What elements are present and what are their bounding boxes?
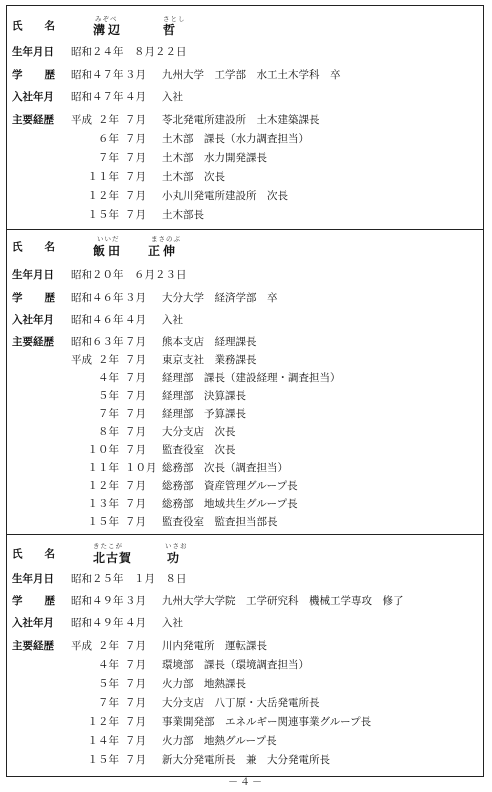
career-month: ７月: [125, 171, 146, 183]
label-joined: 入社年月: [12, 91, 54, 103]
career-month: ７月: [125, 354, 146, 366]
person-block-1: [7, 6, 483, 230]
birth-date: 昭和２４年 ８月２２日: [71, 46, 187, 58]
career-year: １５年: [87, 209, 119, 221]
career-text: 経理部 決算課長: [162, 390, 246, 402]
career-year: ７年: [98, 152, 119, 164]
joined-year: 昭和４７年: [71, 91, 124, 103]
ruby-family-name: いいだ: [97, 235, 120, 243]
career-year: ７年: [98, 408, 119, 420]
career-month: ７月: [125, 408, 146, 420]
given-name: 功: [167, 551, 183, 565]
family-name: 飯田: [93, 244, 124, 258]
career-text: 総務部 次長（調査担当）: [162, 462, 288, 474]
joined-text: 入社: [162, 314, 183, 326]
label-joined: 入社年月: [12, 314, 54, 326]
label-joined: 入社年月: [12, 617, 54, 629]
education-month: ３月: [125, 292, 146, 304]
career-month: ７月: [125, 209, 146, 221]
career-year: ４年: [98, 659, 119, 671]
career-text: 土木部 水力開発課長: [162, 152, 267, 164]
label-career: 主要経歴: [12, 336, 54, 348]
career-month: ７月: [125, 678, 146, 690]
label-education: 学歴: [12, 69, 77, 81]
career-year: ６年: [98, 133, 119, 145]
career-era: 昭和６３年: [71, 336, 124, 348]
career-text: 経理部 課長（建設経理・調査担当）: [162, 372, 341, 384]
career-year: １０年: [87, 444, 119, 456]
ruby-given-name: まさのぶ: [151, 235, 181, 243]
career-era: 平成: [71, 114, 92, 126]
career-year: ２年: [98, 640, 119, 652]
education-text: 大分大学 経済学部 卒: [162, 292, 278, 304]
joined-year: 昭和４９年: [71, 617, 124, 629]
career-text: 事業開発部 エネルギー関連事業グループ長: [162, 716, 372, 728]
career-year: １２年: [87, 190, 119, 202]
person-block-2: [7, 230, 483, 535]
ruby-given-name: いさお: [165, 542, 188, 550]
education-month: ３月: [125, 595, 146, 607]
career-month: ７月: [125, 133, 146, 145]
career-text: 監査役室 次長: [162, 444, 236, 456]
career-year: １２年: [87, 716, 119, 728]
career-text: 火力部 地熱課長: [162, 678, 246, 690]
birth-date: 昭和２０年 ６月２３日: [71, 269, 187, 281]
family-name: 北古賀: [93, 551, 133, 565]
ruby-given-name: さとし: [163, 15, 186, 23]
career-year: １１年: [87, 462, 119, 474]
label-birth: 生年月日: [12, 573, 54, 585]
joined-month: ４月: [125, 91, 146, 103]
career-month: ７月: [125, 754, 146, 766]
person-block-3: [7, 535, 483, 776]
career-text: 東京支社 業務課長: [162, 354, 257, 366]
career-month: ７月: [125, 640, 146, 652]
label-name: 氏名: [12, 548, 77, 560]
career-year: １２年: [87, 480, 119, 492]
label-career: 主要経歴: [12, 640, 54, 652]
career-month: ７月: [125, 697, 146, 709]
career-year: １４年: [87, 735, 119, 747]
education-text: 九州大学 工学部 水工土木学科 卒: [162, 69, 341, 81]
career-month: ７月: [125, 444, 146, 456]
career-year: ２年: [98, 354, 119, 366]
joined-month: ４月: [125, 314, 146, 326]
career-text: 苓北発電所建設所 土木建築課長: [162, 114, 320, 126]
page-number: －４－: [228, 777, 264, 788]
career-month: ７月: [125, 152, 146, 164]
career-text: 総務部 資産管理グループ長: [162, 480, 298, 492]
label-education: 学歴: [12, 292, 77, 304]
career-year: ４年: [98, 372, 119, 384]
education-year: 昭和４９年: [71, 595, 124, 607]
career-year: ７年: [98, 697, 119, 709]
career-month: ７月: [125, 659, 146, 671]
label-name: 氏名: [12, 20, 77, 32]
label-education: 学歴: [12, 595, 77, 607]
career-month: ７月: [125, 426, 146, 438]
career-era: 平成: [71, 640, 92, 652]
label-career: 主要経歴: [12, 114, 54, 126]
career-month: ７月: [125, 716, 146, 728]
career-text: 環境部 課長（環境調査担当）: [162, 659, 309, 671]
career-text: 土木部長: [162, 209, 204, 221]
label-birth: 生年月日: [12, 46, 54, 58]
career-month: ７月: [125, 480, 146, 492]
education-year: 昭和４７年: [71, 69, 124, 81]
career-year: ２年: [98, 114, 119, 126]
given-name: 正伸: [148, 244, 179, 258]
career-year: １１年: [87, 171, 119, 183]
career-text: 総務部 地域共生グループ長: [162, 498, 298, 510]
career-year: ５年: [98, 390, 119, 402]
career-text: 大分支店 次長: [162, 426, 236, 438]
career-month: ７月: [125, 190, 146, 202]
career-text: 小丸川発電所建設所 次長: [162, 190, 288, 202]
joined-text: 入社: [162, 91, 183, 103]
label-name: 氏名: [12, 241, 77, 253]
career-text: 土木部 課長（水力調査担当）: [162, 133, 309, 145]
career-year: １３年: [87, 498, 119, 510]
career-month: ７月: [125, 372, 146, 384]
career-month: ７月: [125, 390, 146, 402]
career-month: １０月: [125, 462, 157, 474]
birth-date: 昭和２５年 １月 ８日: [71, 573, 187, 585]
career-month: ７月: [125, 735, 146, 747]
career-era: 平成: [71, 354, 92, 366]
given-name: 哲: [163, 23, 179, 37]
ruby-family-name: みぞべ: [95, 15, 118, 23]
family-name: 溝辺: [93, 23, 124, 37]
career-text: 土木部 次長: [162, 171, 225, 183]
career-year: １５年: [87, 754, 119, 766]
career-month: ７月: [125, 516, 146, 528]
career-text: 監査役室 監査担当部長: [162, 516, 278, 528]
career-year: ５年: [98, 678, 119, 690]
career-month: ７月: [125, 114, 146, 126]
career-month: ７月: [125, 498, 146, 510]
joined-text: 入社: [162, 617, 183, 629]
career-year: １５年: [87, 516, 119, 528]
career-text: 大分支店 八丁原・大岳発電所長: [162, 697, 320, 709]
career-text: 川内発電所 運転課長: [162, 640, 267, 652]
career-month: ７月: [125, 336, 146, 348]
joined-year: 昭和４６年: [71, 314, 124, 326]
career-text: 熊本支店 経理課長: [162, 336, 257, 348]
career-text: 経理部 予算課長: [162, 408, 246, 420]
profile-sheet: [6, 5, 484, 777]
career-text: 新大分発電所長 兼 大分発電所長: [162, 754, 330, 766]
label-birth: 生年月日: [12, 269, 54, 281]
ruby-family-name: きたこが: [93, 542, 123, 550]
education-text: 九州大学大学院 工学研究科 機械工学専攻 修了: [162, 595, 404, 607]
career-year: ８年: [98, 426, 119, 438]
joined-month: ４月: [125, 617, 146, 629]
career-text: 火力部 地熱グループ長: [162, 735, 277, 747]
education-year: 昭和４６年: [71, 292, 124, 304]
education-month: ３月: [125, 69, 146, 81]
